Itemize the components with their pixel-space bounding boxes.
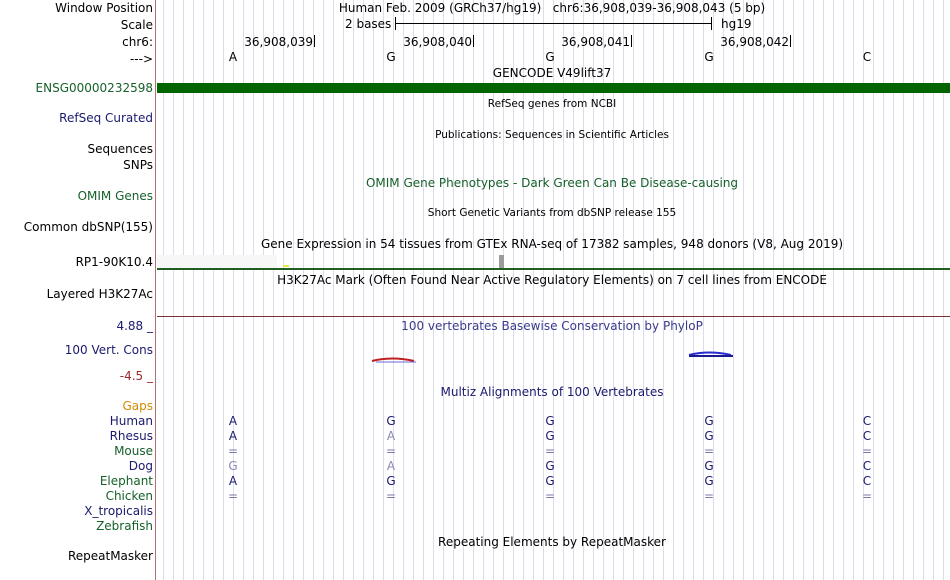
multiz-species-label: Mouse <box>114 444 153 458</box>
omim-track-label[interactable]: OMIM Genes <box>77 189 153 203</box>
ref-base: C <box>862 50 872 64</box>
phylop-track-label[interactable]: 100 Vert. Cons <box>64 343 153 357</box>
multiz-base: = <box>703 489 715 503</box>
multiz-base: = <box>861 444 873 458</box>
scale-assembly-text: hg19 <box>721 17 752 31</box>
ruler-tick <box>473 35 474 47</box>
h3k27ac-baseline <box>157 316 950 317</box>
multiz-species-label: Chicken <box>105 489 153 503</box>
dbsnp-track-title[interactable]: Short Genetic Variants from dbSNP release 155 <box>427 207 677 219</box>
gtex-track-title[interactable]: Gene Expression in 54 tissues from GTEx RNA-seq of 17382 samples, 948 donors (V8, Aug 2019) <box>260 237 844 251</box>
phylop-track-title[interactable]: 100 vertebrates Basewise Conservation by PhyloP <box>401 319 703 333</box>
multiz-base: G <box>545 474 555 488</box>
gtex-highlight <box>283 265 289 267</box>
ref-base: A <box>228 50 238 64</box>
multiz-species-label: Human <box>109 414 153 428</box>
h3k27ac-track-title[interactable]: H3K27Ac Mark (Often Found Near Active Regulatory Elements) on 7 cell lines from ENCODE <box>277 273 827 287</box>
gtex-gene-bar[interactable] <box>157 255 277 268</box>
multiz-base: G <box>545 414 555 428</box>
multiz-base: G <box>386 474 396 488</box>
gtex-track-label[interactable]: RP1-90K10.4 <box>75 255 153 269</box>
scale-bar <box>395 23 711 24</box>
ruler-tick <box>314 35 315 47</box>
window-position-label: Window Position <box>55 1 153 15</box>
ref-base: G <box>386 50 396 64</box>
publications-track-title[interactable]: Publications: Sequences in Scientific Articles <box>435 129 669 141</box>
multiz-base: = <box>385 444 397 458</box>
snps-track-label[interactable]: SNPs <box>123 158 153 172</box>
multiz-base: G <box>704 414 714 428</box>
refseq-track-title[interactable]: RefSeq genes from NCBI <box>487 98 617 110</box>
multiz-base: A <box>228 414 238 428</box>
scale-bases-text: 2 bases <box>345 17 392 31</box>
multiz-base: = <box>544 444 556 458</box>
multiz-base: G <box>704 429 714 443</box>
gencode-track-title[interactable]: GENCODE V49lift37 <box>492 66 612 80</box>
gencode-gene-feature[interactable] <box>157 83 950 93</box>
multiz-base: G <box>704 474 714 488</box>
repeatmasker-track-title[interactable]: Repeating Elements by RepeatMasker <box>438 535 666 549</box>
ruler-position-2: 36,908,040 <box>403 35 472 49</box>
label-column-separator <box>155 0 156 580</box>
multiz-base: C <box>862 429 872 443</box>
multiz-base: G <box>545 429 555 443</box>
omim-track-title[interactable]: OMIM Gene Phenotypes - Dark Green Can Be Disease-causing <box>365 176 739 190</box>
scale-label: Scale <box>120 18 153 32</box>
h3k27ac-track-label[interactable]: Layered H3K27Ac <box>46 287 153 301</box>
multiz-base: A <box>386 429 396 443</box>
multiz-base: = <box>544 489 556 503</box>
ruler-tick <box>631 35 632 47</box>
ruler-position-1: 36,908,039 <box>244 35 313 49</box>
phylop-min-label: -4.5 _ <box>119 369 153 383</box>
phylop-positive-bar[interactable] <box>687 351 737 361</box>
multiz-base: A <box>228 474 238 488</box>
chrom-label: chr6: <box>122 35 153 49</box>
multiz-species-label: X_tropicalis <box>84 504 153 518</box>
multiz-base: G <box>704 459 714 473</box>
repeatmasker-track-label[interactable]: RepeatMasker <box>67 549 153 563</box>
multiz-base: A <box>386 459 396 473</box>
multiz-gaps-label: Gaps <box>122 399 153 413</box>
gtex-marker[interactable] <box>499 255 504 268</box>
multiz-species-label: Dog <box>128 459 153 473</box>
multiz-base: A <box>228 429 238 443</box>
gencode-gene-label[interactable]: ENSG00000232598 <box>35 81 153 95</box>
multiz-species-label: Elephant <box>99 474 153 488</box>
ref-base: G <box>545 50 555 64</box>
refseq-track-label[interactable]: RefSeq Curated <box>59 111 153 125</box>
multiz-base: G <box>228 459 238 473</box>
ref-base: G <box>704 50 714 64</box>
multiz-base: G <box>545 459 555 473</box>
phylop-negative-bar[interactable] <box>370 355 420 365</box>
multiz-base: = <box>385 489 397 503</box>
multiz-base: C <box>862 474 872 488</box>
ruler-tick <box>790 35 791 47</box>
multiz-base: = <box>227 444 239 458</box>
multiz-base: C <box>862 414 872 428</box>
multiz-base: = <box>227 489 239 503</box>
multiz-species-label: Zebrafish <box>96 519 153 533</box>
publications-track-label[interactable]: Sequences <box>87 142 153 156</box>
window-position-value: Human Feb. 2009 (GRCh37/hg19) chr6:36,908,039-36,908,043 (5 bp) <box>338 1 766 15</box>
multiz-base: C <box>862 459 872 473</box>
h3k27ac-top-line <box>157 268 950 270</box>
multiz-species-label: Rhesus <box>109 429 153 443</box>
scale-bar-right-tick <box>711 17 712 30</box>
multiz-base: G <box>386 414 396 428</box>
multiz-base: = <box>703 444 715 458</box>
ruler-position-3: 36,908,041 <box>561 35 630 49</box>
multiz-base: = <box>861 489 873 503</box>
ruler-position-4: 36,908,042 <box>720 35 789 49</box>
multiz-track-title[interactable]: Multiz Alignments of 100 Vertebrates <box>440 385 664 399</box>
phylop-max-label: 4.88 _ <box>116 319 153 333</box>
dbsnp-track-label[interactable]: Common dbSNP(155) <box>23 220 153 234</box>
strand-label: ---> <box>129 52 153 66</box>
